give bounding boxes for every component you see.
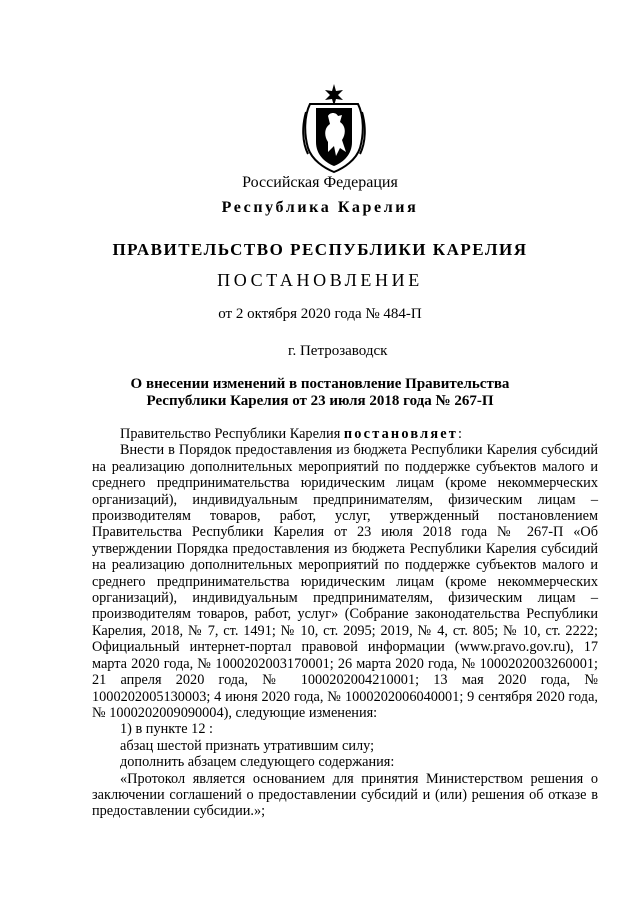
document-city: г. Петрозаводск [288, 343, 388, 359]
document-subject [0, 376, 640, 410]
document-body [92, 426, 598, 820]
republic-name: Республика Карелия [221, 199, 419, 216]
subject-line-1: О внесении изменений в постановление Правительства [130, 376, 510, 392]
karelia-coat-of-arms-icon [300, 82, 368, 174]
government-title: ПРАВИТЕЛЬСТВО РЕСПУБЛИКИ КАРЕЛИЯ [112, 240, 528, 259]
body-paragraph-2: Внести в Порядок предоставления из бюджета Республики Карелия субсидий на реализацию дополнительных мероприятий по поддержке субъектов малого и среднего предпринимательства юридическим лицам (кроме некоммерческих организаций), индивидуальным предпринимателям, физическим лицам – производителям товаров, работ, услуг, утвержденный постановлением Правительства Республики Карелия от 23 июля 2018 года № 267-П «Об утверждении Порядка предоставления из бюджета Республики Карелия субсидий на реализацию дополнительных мероприятий по поддержке субъектов малого и среднего предпринимательства юридическим лицам (кроме некоммерческих организаций), индивидуальным предпринимателям, физическим лицам – производителям товаров, работ, услуг» (Собрание законодательства Республики Карелия, 2018, № 7, ст. 1491; № 10, ст. 2095; 2019, № 4, ст. 805; № 10, ст. 2222; Официальный интернет-портал правовой информации (www.pravo.gov.ru), 17 марта 2020 года, № 1000202003170001; 26 марта 2020 года, № 1000202003260001; 21 апреля 2020 года, № 1000202004210001; 13 мая 2020 года, № 1000202005130003; 4 июня 2020 года, № 1000202006040001; 9 сентября 2020 года, № 1000202009090004), следующие изменения: [92, 442, 598, 721]
body-paragraph-5: дополнить абзацем следующего содержания: [120, 754, 395, 771]
p1-suffix: : [458, 426, 463, 442]
body-paragraph-4: абзац шестой признать утратившим силу; [120, 737, 375, 754]
p1-prefix: Правительство Республики Карелия [120, 426, 344, 442]
subject-line-2: Республики Карелия от 23 июля 2018 года № 267-П [146, 393, 494, 409]
body-paragraph-3: 1) в пункте 12 : [120, 721, 214, 738]
body-paragraph-1 [92, 426, 598, 442]
document-date-number: от 2 октября 2020 года № 484-П [218, 306, 422, 322]
document-type: ПОСТАНОВЛЕНИЕ [217, 270, 423, 290]
p1-decree-word: постановляет [343, 426, 459, 442]
body-paragraph-6: «Протокол является основанием для принятия Министерством решения о заключении соглашений о предоставлении субсидий и (или) решения об отказе в предоставлении субсидии.»; [92, 770, 598, 820]
country-name: Российская Федерация [242, 174, 398, 191]
